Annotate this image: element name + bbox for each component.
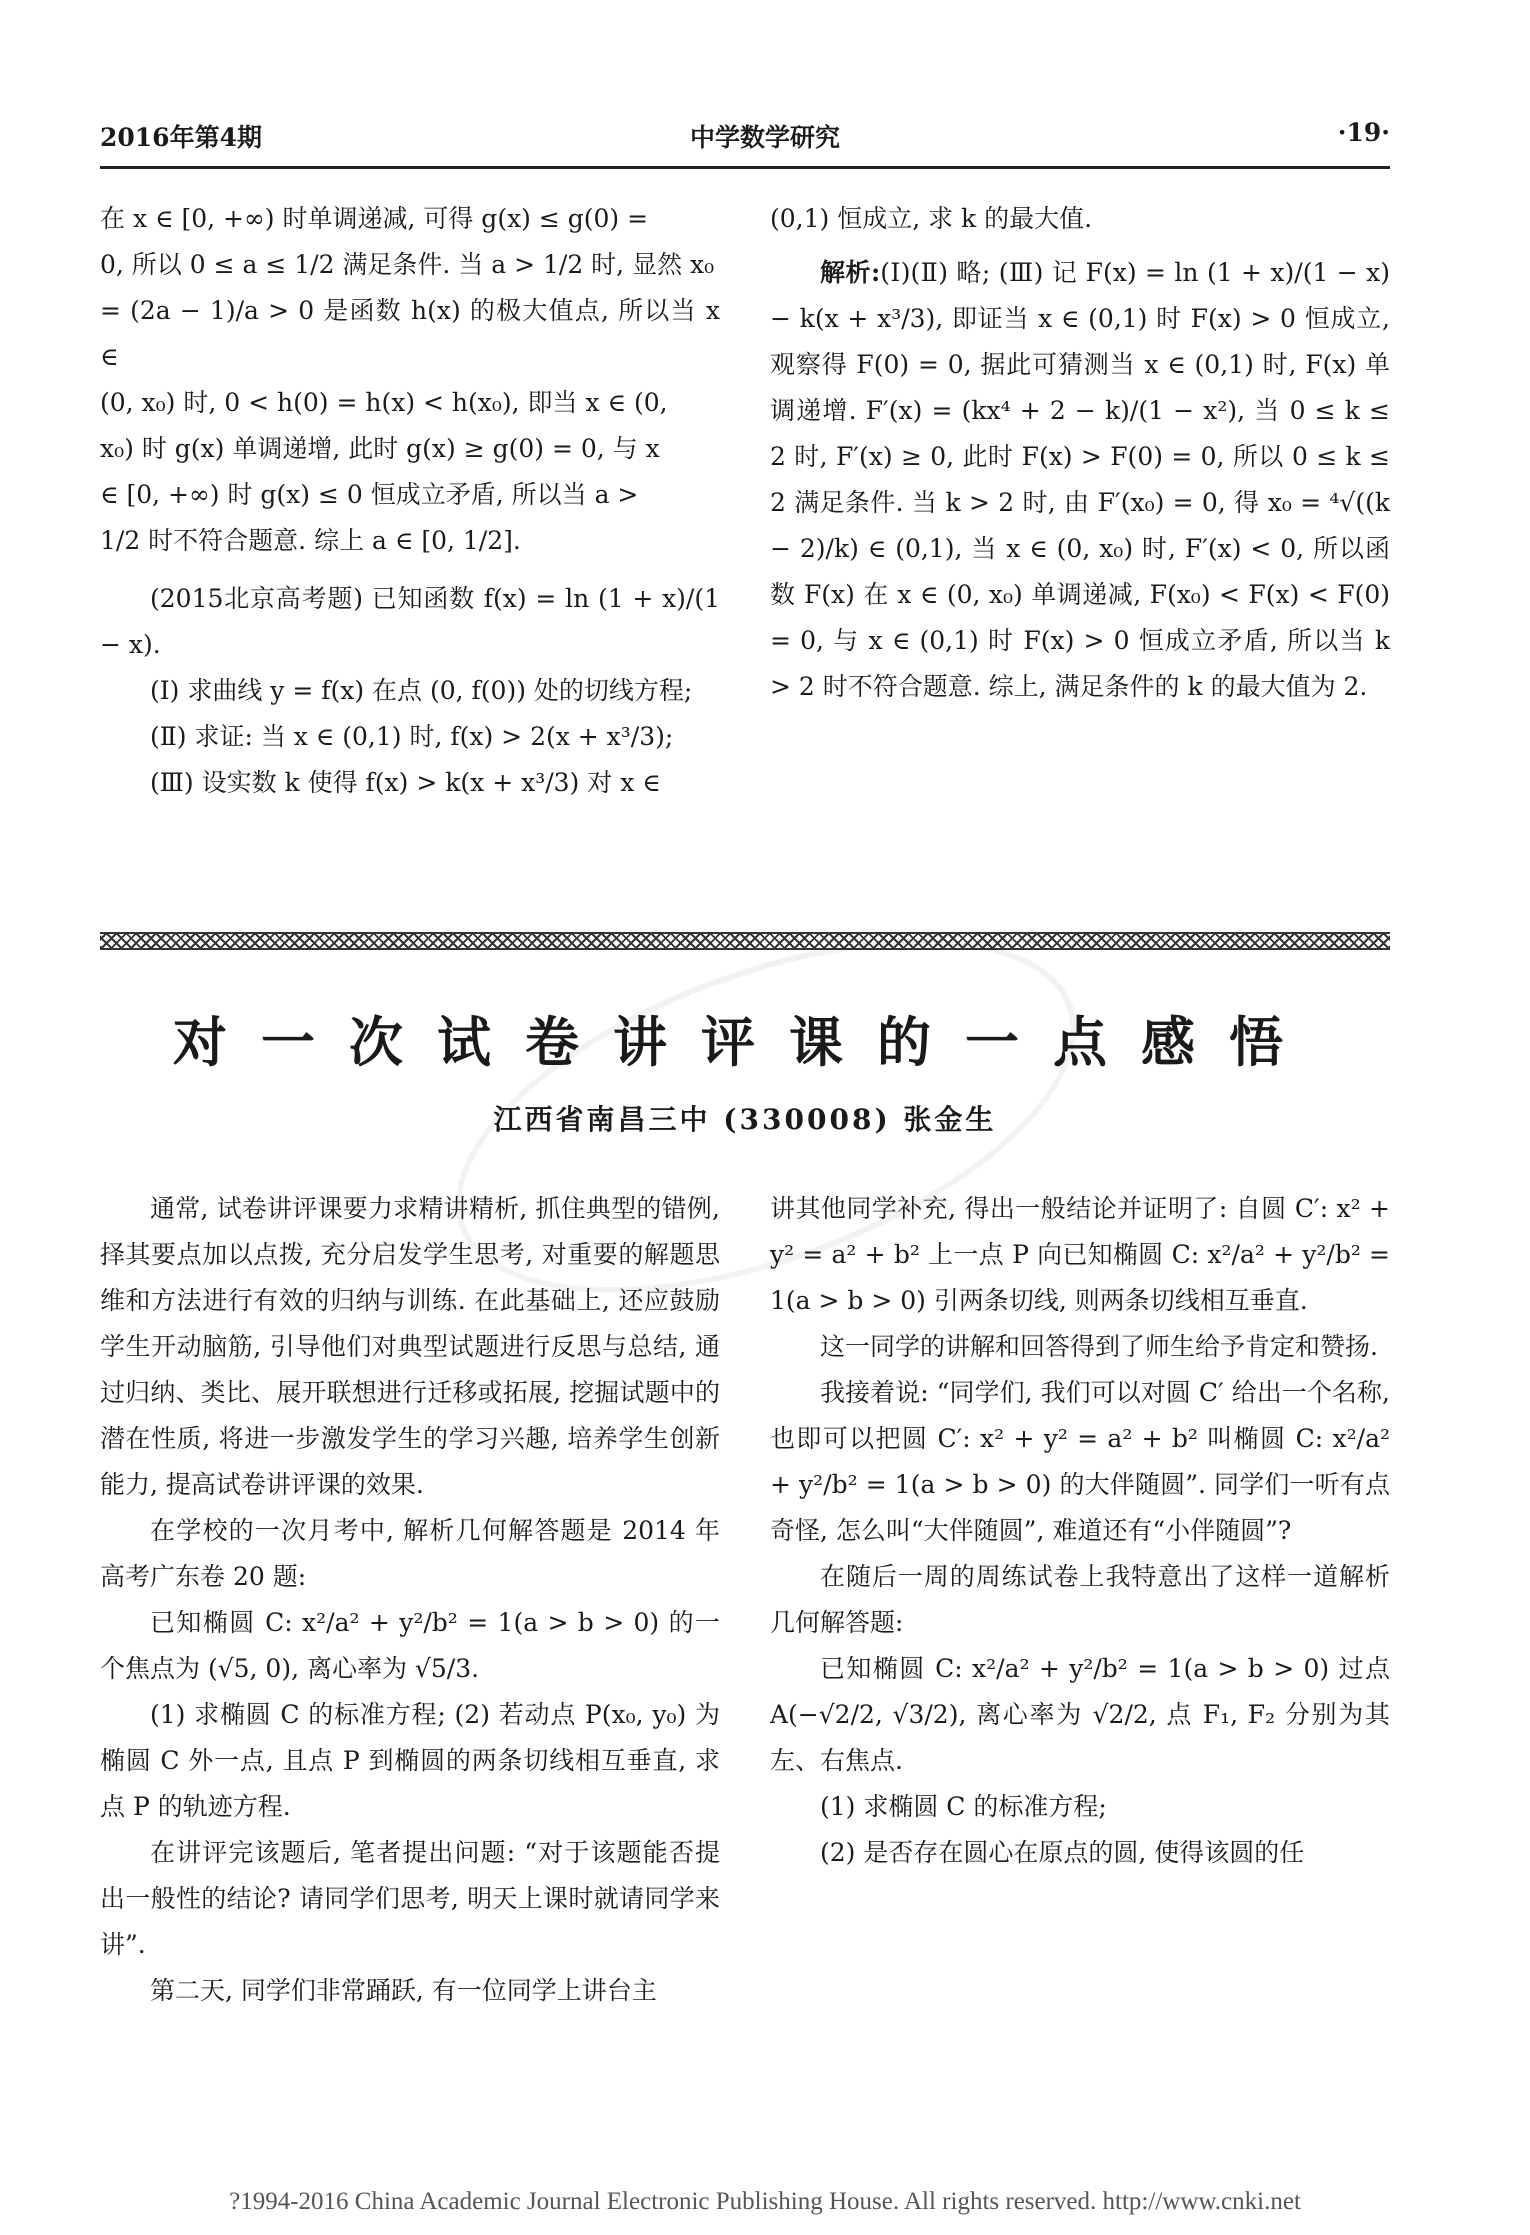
question-3: (Ⅲ) 设实数 k 使得 f(x) > k(x + x³/3) 对 x ∈ bbox=[150, 768, 661, 797]
text-line: x₀) 时 g(x) 单调递增, 此时 g(x) ≥ g(0) = 0, 与 x bbox=[100, 434, 660, 463]
top-left-column bbox=[100, 196, 720, 806]
paragraph: 我接着说: “同学们, 我们可以对圆 C′ 给出一个名称, 也即可以把圆 C′: x² + y² = a² + b² 叫椭圆 C: x²/a² + y²/b² = 1(a > b > 0) 的大伴随圆”. 同学们一听有点奇怪, 怎么叫“大伴随圆”, 难道还有“小伴随圆”? bbox=[770, 1378, 1390, 1545]
header-rule bbox=[100, 166, 1390, 169]
text-line: ∈ [0, +∞) 时 g(x) ≤ 0 恒成立矛盾, 所以当 a > bbox=[100, 480, 639, 509]
text-line: = (2a − 1)/a > 0 是函数 h(x) 的极大值点, 所以当 x ∈ bbox=[100, 296, 720, 371]
problem-question-1: (1) 求椭圆 C 的标准方程; bbox=[820, 1792, 1107, 1821]
text-line: 0, 所以 0 ≤ a ≤ 1/2 满足条件. 当 a > 1/2 时, 显然 x₀ bbox=[100, 250, 715, 279]
copyright-footer: ?1994-2016 China Academic Journal Electronic Publishing House. All rights reserved. http://www.cnki.net bbox=[229, 2188, 1301, 2215]
page-number: ·19· bbox=[1337, 118, 1390, 147]
question-2: (Ⅱ) 求证: 当 x ∈ (0,1) 时, f(x) > 2(x + x³/3); bbox=[150, 722, 674, 751]
issue-label: 2016年第4期 bbox=[100, 123, 262, 152]
problem-statement: 已知椭圆 C: x²/a² + y²/b² = 1(a > b > 0) 过点 A(−√2/2, √3/2), 离心率为 √2/2, 点 F₁, F₂ 分别为其左、右焦点. bbox=[770, 1654, 1390, 1775]
paragraph: 第二天, 同学们非常踊跃, 有一位同学上讲台主 bbox=[150, 1976, 657, 2005]
problem-question-2: (2) 是否存在圆心在原点的圆, 使得该圆的任 bbox=[820, 1838, 1305, 1867]
solution-text: (Ⅰ)(Ⅱ) 略; (Ⅲ) 记 F(x) = ln (1 + x)/(1 − x) − k(x + x³/3), 即证当 x ∈ (0,1) 时 F(x) > 0 恒成立, 观察得 F(0) = 0, 据此可猜测当 x ∈ (0,1) 时, F(x) 单调递增. F′(x) = (kx⁴ + 2 − k)/(1 − x²), 当 0 ≤ k ≤ 2 时, F′(x) ≥ 0, 此时 F(x) > F(0) = 0, 所以 0 ≤ k ≤ 2 满足条件. 当 k > 2 时, 由 F′(x₀) = 0, 得 x₀ = ⁴√((k − 2)/k) ∈ (0,1), 当 x ∈ (0, x₀) 时, F′(x) < 0, 所以函数 F(x) 在 x ∈ (0, x₀) 单调递减, F(x₀) < F(x) < F(0) = 0, 与 x ∈ (0,1) 时 F(x) > 0 恒成立矛盾, 所以当 k > 2 时不符合题意. 综上, 满足条件的 k 的最大值为 2. bbox=[770, 258, 1391, 701]
problem-questions: (1) 求椭圆 C 的标准方程; (2) 若动点 P(x₀, y₀) 为椭圆 C 外一点, 且点 P 到椭圆的两条切线相互垂直, 求点 P 的轨迹方程. bbox=[100, 1700, 720, 1821]
problem-intro: (2015北京高考题) 已知函数 f(x) = ln (1 + x)/(1 − x). bbox=[100, 584, 720, 659]
question-3-continued: (0,1) 恒成立, 求 k 的最大值. bbox=[770, 204, 1093, 233]
journal-name: 中学数学研究 bbox=[689, 123, 840, 152]
section-divider bbox=[100, 934, 1390, 948]
paragraph: 在学校的一次月考中, 解析几何解答题是 2014 年高考广东卷 20 题: bbox=[100, 1516, 720, 1591]
solution-label: 解析: bbox=[820, 258, 881, 287]
article-left-column bbox=[100, 1186, 720, 2014]
article-right-column bbox=[770, 1186, 1390, 1876]
paragraph: 讲其他同学补充, 得出一般结论并证明了: 自圆 C′: x² + y² = a² + b² 上一点 P 向已知椭圆 C: x²/a² + y²/b² = 1(a > b > 0) 引两条切线, 则两条切线相互垂直. bbox=[770, 1194, 1390, 1315]
text-line: (0, x₀) 时, 0 < h(0) = h(x) < h(x₀), 即当 x ∈ (0, bbox=[100, 388, 668, 417]
paragraph: 通常, 试卷讲评课要力求精讲精析, 抓住典型的错例, 择其要点加以点拨, 充分启发学生思考, 对重要的解题思维和方法进行有效的归纳与训练. 在此基础上, 还应鼓励学生开动脑筋, 引导他们对典型试题进行反思与总结, 通过归纳、类比、展开联想进行迁移或拓展, 挖掘试题中的潜在性质, 将进一步激发学生的学习兴趣, 培养学生创新能力, 提高试卷讲评课的效果. bbox=[100, 1194, 720, 1499]
paragraph: 这一同学的讲解和回答得到了师生给予肯定和赞扬. bbox=[820, 1332, 1378, 1361]
paragraph: 在讲评完该题后, 笔者提出问题: “对于该题能否提出一般性的结论? 请同学们思考, 明天上课时就请同学来讲”. bbox=[100, 1838, 720, 1959]
text-line: 在 x ∈ [0, +∞) 时单调递减, 可得 g(x) ≤ g(0) = bbox=[100, 204, 649, 233]
article-title: 对一次试卷讲评课的一点感悟 bbox=[173, 1011, 1317, 1074]
top-right-column bbox=[770, 196, 1390, 710]
question-1: (Ⅰ) 求曲线 y = f(x) 在点 (0, f(0)) 处的切线方程; bbox=[150, 676, 693, 705]
article-author: 江西省南昌三中 (330008) 张金生 bbox=[493, 1103, 997, 1136]
problem-statement: 已知椭圆 C: x²/a² + y²/b² = 1(a > b > 0) 的一个焦点为 (√5, 0), 离心率为 √5/3. bbox=[100, 1608, 720, 1683]
paragraph: 在随后一周的周练试卷上我特意出了这样一道解析几何解答题: bbox=[770, 1562, 1390, 1637]
text-line: 1/2 时不符合题意. 综上 a ∈ [0, 1/2]. bbox=[100, 526, 521, 555]
